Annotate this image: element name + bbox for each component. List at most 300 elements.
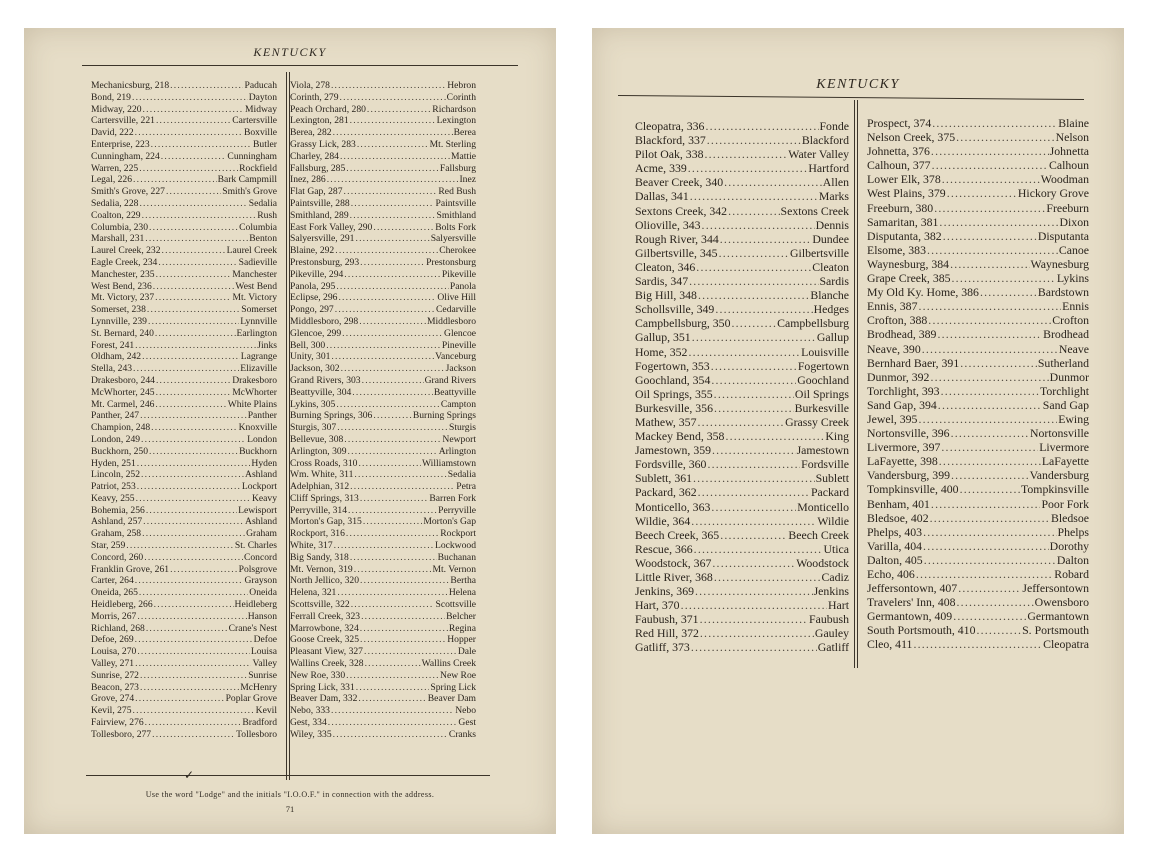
lodge-address: Bradford [242,717,277,729]
lodge-name: Neave, 390 [867,341,921,356]
dot-leader [350,210,436,222]
lodge-entry [635,514,849,528]
lodge-name: Jackson, 302 [290,363,340,375]
lodge-entry [290,634,476,646]
dot-leader [356,682,430,694]
lodge-entry [290,446,476,458]
dot-leader [143,516,244,528]
dot-leader [939,454,1041,468]
dot-leader [361,611,445,623]
dot-leader [346,670,439,682]
lodge-entry [91,281,277,293]
lodge-entry [635,584,849,598]
lodge-entry [91,634,277,646]
dot-leader [712,443,796,457]
lodge-name: Red Hill, 372 [635,626,699,641]
lodge-entry [91,92,277,104]
lodge-name: Vandersburg, 399 [867,468,951,483]
dot-leader [924,553,1056,567]
lodge-entry [91,658,277,670]
lodge-entry [290,115,476,127]
lodge-name: Glencoe, 299 [290,327,342,339]
dot-leader [711,373,796,387]
dot-leader [337,587,447,599]
lodge-name: Corinth, 279 [290,91,339,103]
dot-leader [351,599,435,611]
lodge-entry [867,511,1089,525]
lodge-name: Louisa, 270 [91,646,137,658]
dot-leader [336,399,440,411]
lodge-address: Burkesville [794,400,849,415]
lodge-name: Cross Roads, 310 [290,457,358,469]
lodge-address: Grayson [244,575,277,587]
lodge-entry [290,587,476,599]
lodge-entry [290,163,476,175]
lodge-entry [91,528,277,540]
lodge-entry [290,658,476,670]
lodge-entry [867,201,1089,215]
lodge-name: Columbia, 230 [91,221,149,233]
lodge-address: Mt. Vernon [432,563,476,575]
dot-leader [350,552,437,564]
lodge-name: Beech Creek, 365 [635,527,720,542]
dot-leader [957,595,1034,609]
lodge-name: Beacon, 273 [91,681,139,693]
lodge-address: Cleaton [812,259,849,274]
lodge-name: Woodstock, 367 [635,555,712,570]
lodge-name: Heidleberg, 266 [91,599,153,611]
lodge-entry [867,482,1089,496]
lodge-entry [867,271,1089,285]
dot-leader [952,271,1056,285]
lodge-name: Beaver Dam, 332 [290,693,358,705]
lodge-address: Spring Lick [430,681,476,693]
dot-leader [695,584,813,598]
lodge-name: Salyersville, 291 [290,233,355,245]
lodge-address: Laurel Creek [226,245,277,257]
dot-leader [342,328,443,340]
dot-leader [344,434,441,446]
dot-leader [931,144,1049,158]
dot-leader [705,119,818,133]
lodge-address: Paducah [244,80,277,91]
lodge-address: Lockport [241,481,277,493]
lodge-entry [867,144,1089,158]
lodge-address: McWhorter [232,386,277,398]
lodge-entry [635,119,849,133]
lodge-address: Burning Springs [412,410,476,422]
lodge-name: Fallsburg, 285 [290,162,346,174]
lodge-address: West Bend [235,280,277,292]
lodge-name: Dalton, 405 [867,552,923,567]
lodge-entry [290,682,476,694]
dot-leader [923,525,1056,539]
dot-leader [363,516,423,528]
lodge-address: Water Valley [788,147,849,162]
lodge-entry [635,373,849,387]
lodge-name: Faubush, 371 [635,612,699,627]
header-rule [618,95,1084,100]
lodge-address: Dayton [248,91,277,103]
lodge-name: Fairview, 276 [91,717,144,729]
dot-leader [707,133,801,147]
lodge-name: Echo, 406 [867,567,915,581]
lodge-name: Patriot, 253 [91,481,136,493]
dot-leader [696,260,811,274]
lodge-address: Dalton [1056,552,1089,567]
dot-leader [698,485,810,499]
lodge-name: Johnetta, 376 [867,144,930,159]
lodge-name: Spring Lick, 331 [290,681,355,693]
lodge-name: Lexington, 281 [290,115,349,127]
lodge-name: Travelers' Inn, 408 [867,595,956,610]
dot-leader [156,375,231,387]
lodge-address: Helena [448,587,476,599]
column-divider [286,72,287,780]
lodge-name: Arlington, 309 [290,445,347,457]
lodge-name: Franklin Grove, 261 [91,563,170,575]
lodge-address: Nelson [1055,130,1089,145]
lodge-address: Fordsville [801,457,849,472]
dot-leader [149,222,238,234]
lodge-entry [290,375,476,387]
dot-leader [135,658,251,670]
lodge-address: Sadieville [238,256,277,268]
dot-leader [714,387,794,401]
lodge-name: Big Sandy, 318 [290,551,349,563]
lodge-name: Laurel Creek, 232 [91,245,161,257]
dot-leader [170,564,238,576]
lodge-address: Canoe [1058,242,1089,257]
lodge-address: Cedarville [436,304,476,316]
dot-leader [711,500,796,514]
lodge-entry [867,342,1089,356]
lodge-address: Oneida [249,587,277,599]
lodge-entry [290,434,476,446]
lodge-entry [867,539,1089,553]
lodge-name: Prospect, 374 [867,116,932,130]
lodge-entry [635,471,849,485]
lodge-name: Ennis, 387 [867,299,918,314]
lodge-name: West Plains, 379 [867,186,946,201]
lodge-address: Blaine [1058,116,1089,130]
lodge-entry [91,269,277,281]
lodge-entry [290,198,476,210]
dot-leader [126,540,234,552]
lodge-entry [635,161,849,175]
dot-leader [331,80,446,92]
dot-leader [927,243,1058,257]
lodge-name: Sardis, 347 [635,274,689,289]
lodge-entry [290,410,476,422]
lodge-address: Disputanta [1037,228,1089,243]
lodge-entry [91,693,277,705]
dot-leader [720,232,812,246]
lodge-address: Wildie [817,513,849,528]
lodge-entry [290,245,476,257]
dot-leader [142,528,245,540]
lodge-name: Nelson Creek, 375 [867,130,956,145]
dot-leader [133,363,239,375]
lodge-address: Defoe [253,634,277,646]
lodge-entry [290,540,476,552]
dot-leader [365,658,421,670]
lodge-address: Sextons Creek [780,203,849,218]
dot-leader [141,469,244,481]
lodge-address: Bark Campmill [217,174,277,186]
lodge-address: Panther [247,410,277,422]
lodge-name: Waynesburg, 384 [867,256,950,271]
dot-leader [140,682,239,694]
lodge-address: Keavy [251,492,277,504]
column-divider [854,100,855,668]
dot-leader [335,304,435,316]
lodge-name: Morton's Gap, 315 [290,516,362,528]
lodge-list-column-1 [635,119,849,655]
lodge-address: Brodhead [1043,327,1089,342]
dot-leader [937,327,1042,341]
dot-leader [346,163,439,175]
lodge-address: Fonde [819,119,849,133]
lodge-name: Tollesboro, 277 [91,728,152,740]
lodge-address: Lykins [1056,271,1089,286]
dot-leader [155,328,236,340]
lodge-name: Star, 259 [91,540,126,552]
dot-leader [155,399,226,411]
lodge-address: Germantown [1027,609,1089,624]
lodge-entry [867,581,1089,595]
lodge-address: Buckhorn [239,445,277,457]
lodge-address: Fallsburg [439,162,476,174]
lodge-address: Red Bush [438,186,476,198]
lodge-entry [867,186,1089,200]
lodge-name: Drakesboro, 244 [91,374,155,386]
lodge-address: Middlesboro [426,315,476,327]
lodge-address: Livermore [1039,440,1089,455]
lodge-name: Grassy Lick, 283 [290,138,356,150]
lodge-address: Faubush [809,612,849,627]
lodge-name: Concord, 260 [91,551,144,563]
lodge-entry [290,104,476,116]
lodge-address: Poor Fork [1041,496,1089,511]
lodge-entry [91,552,277,564]
dot-leader [146,505,237,517]
dot-leader [690,189,818,203]
lodge-address: White Plains [227,398,277,410]
lodge-address: Sublett [815,471,849,486]
dot-leader [340,92,446,104]
lodge-address: Knoxville [238,422,277,434]
lodge-entry [635,500,849,514]
dot-leader [980,285,1037,299]
dot-leader [958,581,1021,595]
dot-leader [142,351,240,363]
lodge-address: Pineville [441,339,476,351]
lodge-name: Ferrall Creek, 323 [290,610,361,622]
dot-leader [154,599,234,611]
lodge-name: Campbellsburg, 350 [635,316,731,331]
lodge-address: New Roe [440,669,476,681]
dot-leader [156,115,231,127]
lodge-name: Marrowbone, 324 [290,622,359,634]
dot-leader [146,623,228,635]
dot-leader [928,313,1051,327]
lodge-name: North Jellico, 320 [290,575,360,587]
lodge-name: Olioville, 343 [635,217,701,232]
lodge-entry [91,682,277,694]
lodge-name: Eclipse, 296 [290,292,338,304]
dot-leader [147,304,240,316]
lodge-entry [867,370,1089,384]
lodge-entry [290,80,476,92]
dot-leader [930,511,1050,525]
lodge-address: Packard [811,485,849,500]
lodge-address: Gilbertsville [790,245,849,260]
lodge-entry [867,116,1089,130]
lodge-entry [635,528,849,542]
lodge-name: Wm. White, 311 [290,469,354,481]
lodge-entry [290,304,476,316]
lodge-address: Glencoe [444,327,476,339]
dot-leader [145,717,242,729]
lodge-entry [635,359,849,373]
lodge-name: Hart, 370 [635,598,680,613]
lodge-entry [91,328,277,340]
lodge-address: Ashland [245,469,277,481]
lodge-entry [290,623,476,635]
lodge-name: Elsome, 383 [867,242,926,257]
lodge-name: Valley, 271 [91,658,135,670]
lodge-name: Mt. Carmel, 246 [91,398,155,410]
lodge-entry [91,245,277,257]
lodge-entry [867,398,1089,412]
dot-leader [139,587,248,599]
lodge-address: Sedalia [248,197,277,209]
lodge-name: South Portsmouth, 410 [867,623,976,638]
lodge-address: Hartford [808,161,849,176]
lodge-name: LaFayette, 398 [867,454,938,469]
lodge-name: Disputanta, 382 [867,228,942,243]
dot-leader [337,422,448,434]
lodge-address: Nebo [455,705,476,717]
dot-leader [916,567,1053,581]
lodge-entry [867,356,1089,370]
lodge-name: Calhoun, 377 [867,158,931,173]
lodge-entry [91,198,277,210]
lodge-name: Beattyville, 304 [290,386,352,398]
lodge-entry [635,288,849,302]
lodge-address: Cartersville [232,115,277,127]
lodge-list-column-1 [91,80,277,741]
dot-leader [364,646,457,658]
lodge-name: Perryville, 314 [290,504,348,516]
lodge-address: Bledsoe [1050,510,1089,525]
dot-leader [938,398,1042,412]
lodge-name: Varilla, 404 [867,538,923,553]
lodge-address: Smith's Grove [222,186,277,198]
dot-leader [139,163,238,175]
lodge-entry [867,426,1089,440]
lodge-entry [91,257,277,269]
lodge-entry [91,564,277,576]
lodge-name: David, 222 [91,127,134,139]
lodge-address: Butler [253,138,277,150]
lodge-address: Petra [456,481,476,493]
dot-leader [942,172,1040,186]
lodge-name: Buckhorn, 250 [91,445,149,457]
lodge-address: Rockport [440,528,476,540]
lodge-entry [290,717,476,729]
dot-leader [355,233,429,245]
lodge-name: Oldham, 242 [91,351,142,363]
lodge-entry [91,351,277,363]
lodge-entry [867,412,1089,426]
lodge-name: Hyden, 251 [91,457,136,469]
page-header: KENTUCKY [253,45,327,59]
dot-leader [681,598,827,612]
lodge-entry [867,229,1089,243]
lodge-entry [91,127,277,139]
lodge-entry [635,302,849,316]
dot-leader [141,434,246,446]
dot-leader [913,637,1042,651]
lodge-address: Drakesboro [232,374,277,386]
lodge-address: Jackson [445,363,476,375]
lodge-name: Mackey Bend, 358 [635,429,725,444]
lodge-entry [91,670,277,682]
lodge-entry [635,218,849,232]
lodge-list-column-2 [867,116,1089,652]
lodge-address: Jinks [257,339,277,351]
lodge-name: Beaver Creek, 340 [635,175,724,190]
lodge-name: Jewel, 395 [867,411,918,426]
lodge-address: Ewing [1058,411,1089,426]
lodge-address: Lynnville [240,315,277,327]
lodge-name: East Fork Valley, 290 [290,221,373,233]
lodge-name: Germantown, 409 [867,609,953,624]
lodge-name: Cartersville, 221 [91,115,155,127]
lodge-entry [635,147,849,161]
dot-leader [939,215,1058,229]
lodge-address: Beaver Dam [427,693,476,705]
lodge-address: Hanson [247,610,277,622]
lodge-name: Bledsoe, 402 [867,510,929,525]
lodge-entry [91,104,277,116]
lodge-name: Sublett, 361 [635,471,693,486]
lodge-entry [91,729,277,741]
lodge-address: Louisa [250,646,277,658]
lodge-entry [290,151,476,163]
dot-leader [338,292,436,304]
lodge-address: Sand Gap [1042,397,1089,412]
lodge-address: Louisville [801,344,849,359]
lodge-entry [867,553,1089,567]
lodge-name: Enterprise, 223 [91,138,150,150]
lodge-entry [635,443,849,457]
lodge-name: Fordsville, 360 [635,457,707,472]
lodge-address: Grand Rivers [424,374,476,386]
lodge-address: Robard [1054,567,1089,581]
lodge-entry [91,139,277,151]
lodge-address: Boxville [243,127,277,139]
dot-leader [688,345,800,359]
lodge-entry [867,285,1089,299]
lodge-address: Mattie [450,150,476,162]
lodge-entry [635,189,849,203]
lodge-name: Scottsville, 322 [290,599,350,611]
lodge-entry [290,611,476,623]
dot-leader [953,609,1026,623]
